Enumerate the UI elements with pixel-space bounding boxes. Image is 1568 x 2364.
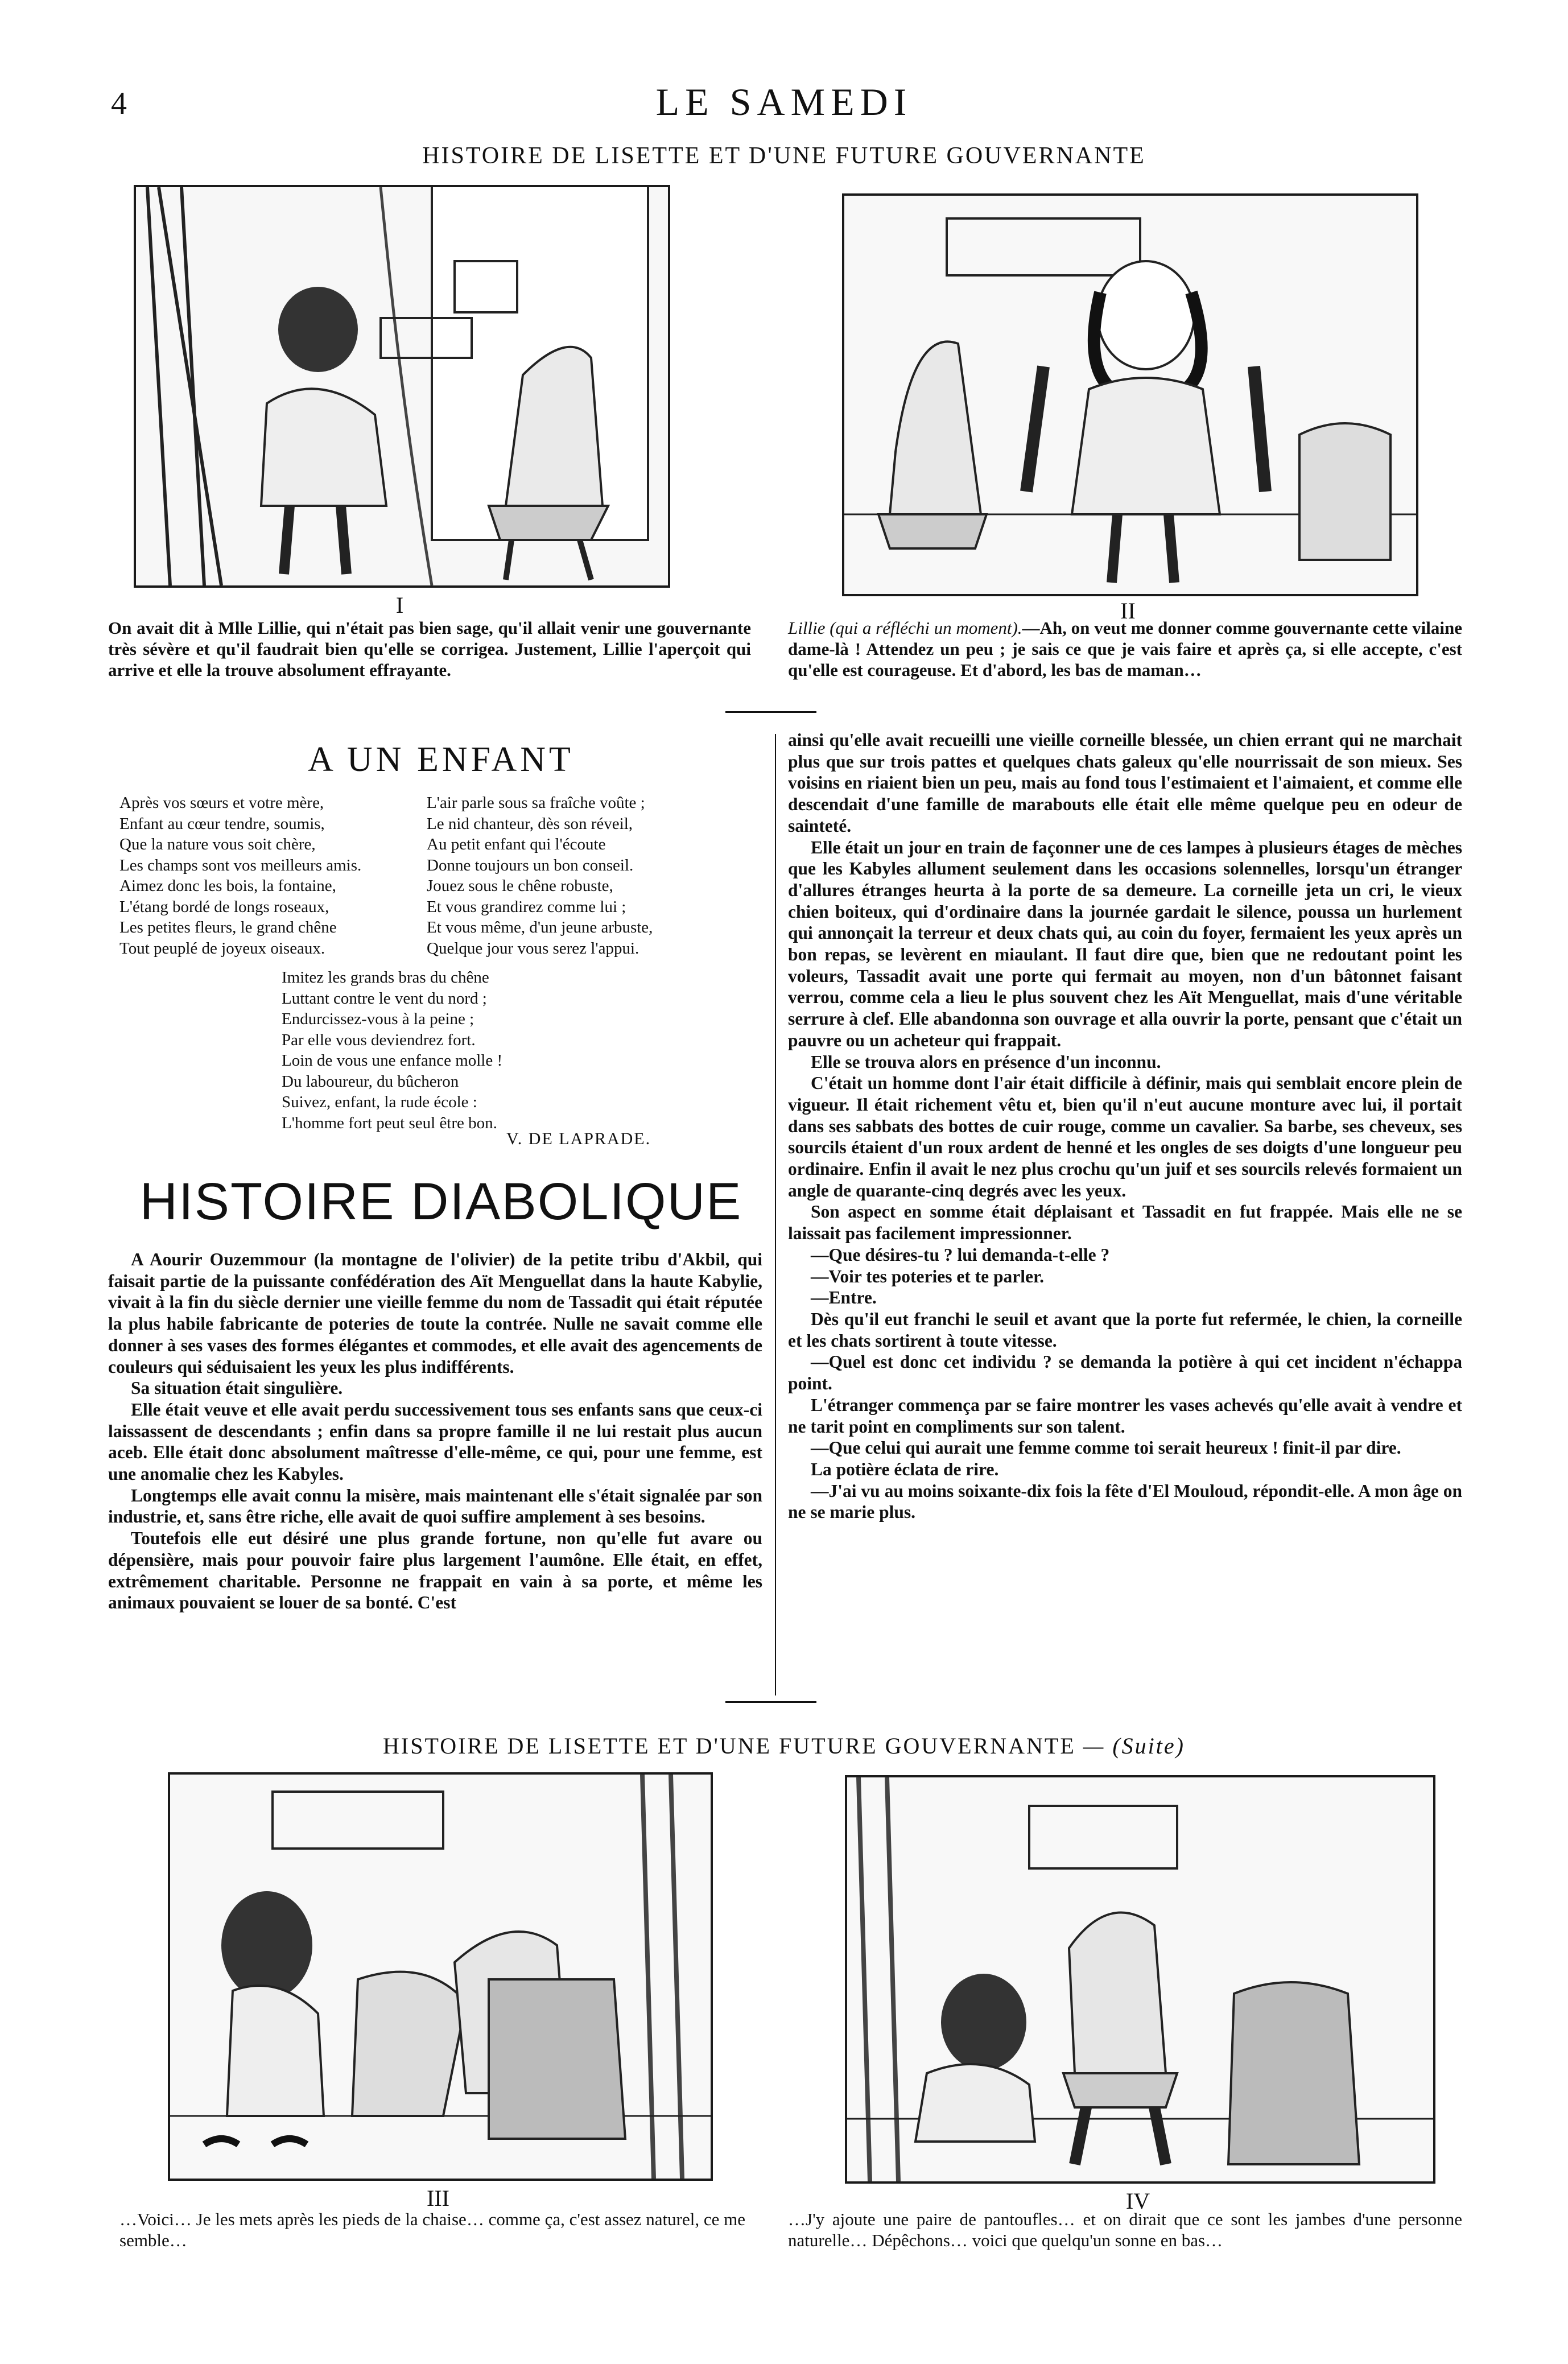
- strip-title-bottom-text: HISTOIRE DE LISETTE ET D'UNE FUTURE GOUVERNANTE: [383, 1733, 1076, 1759]
- story-paragraph: —Quel est donc cet individu ? se demanda la potière à qui cet incident n'échappa point.: [788, 1352, 1462, 1394]
- poem-line: Loin de vous une enfance molle !: [282, 1051, 503, 1070]
- girl-peeking-curtain-illustration: [136, 187, 668, 585]
- panel-caption-3: …Voici… Je les mets après les pieds de la chaise… comme ça, c'est assez naturel, ce me semble…: [119, 2209, 745, 2250]
- story-paragraph: Toutefois elle eut désiré une plus grande fortune, non qu'elle fut avare ou dépensière, mais pour pouvoir faire plus largement l'aumône. Elle était, en effet, extrêmement charitable. Personne ne frappait en vain à sa porte, et même les animaux pouvaient se louer de sa bonté. C'est: [108, 1528, 762, 1613]
- panel-caption-4: …J'y ajoute une paire de pantoufles… et on dirait que ce sont les jambes d'une personne naturelle… Dépêchons… voici que quelqu'un sonne en bas…: [788, 2209, 1462, 2250]
- poem-line: L'homme fort peut seul être bon.: [282, 1113, 497, 1132]
- poem-line: Les champs sont vos meilleurs amis.: [119, 856, 362, 874]
- poem-line: Aimez donc les bois, la fontaine,: [119, 877, 336, 895]
- illustration-panel-1: [134, 185, 670, 588]
- strip-title-bottom-suffix: — (Suite): [1083, 1733, 1185, 1759]
- poem-line: Et vous même, d'un jeune arbuste,: [427, 918, 653, 936]
- strip-title-top: HISTOIRE DE LISETTE ET D'UNE FUTURE GOUVERNANTE: [422, 143, 1146, 169]
- panel-caption-2: [788, 617, 1462, 680]
- story-paragraph: Elle était un jour en train de façonner une de ces lampes à plusieurs étages de mèches que les Kabyles allument seulement dans les occasions solennelles, lorsqu'un étranger d'allures étranges heurta à la porte de sa demeure. La corneille jeta un cri, le vieux chien boiteux, qui d'ordinaire dans la journée gardait le silence, poussa un hurlement qui annonçait la terreur et deux chats qui, au coin du foyer, fermaient les yeux après un bon repas, se levèrent en miaulant. Il faut dire que, bien que ne redoutant point les voleurs, Tassadit avait une porte qui fermait au moyen, non d'un bâtonnet faisant verrou, comme cela a lieu le plus souvent chez les Aït Menguellat, mais d'une véritable serrure à clef. Elle abandonna son ouvrage et alla ouvrir la porte, pensant que c'était un pauvre ou un acheteur qui frappait.: [788, 837, 1462, 1050]
- story-paragraph: A Aourir Ouzemmour (la montagne de l'olivier) de la petite tribu d'Akbil, qui faisait partie de la puissante confédération des Aït Menguellat dans la haute Kabylie, vivait à la fin du siècle dernier une vieille femme du nom de Tassadit qui était réputée la plus habile fabricante de poteries de toute la contrée. Nulle ne savait comme elle donner à ses vases des formes élégantes et commodes, et elle avait des agencements de couleurs qui séduisaient les yeux les plus indifférents.: [108, 1249, 762, 1377]
- poem-right-stanza: [427, 793, 653, 959]
- page-number: 4: [111, 86, 127, 121]
- masthead: LE SAMEDI: [655, 80, 913, 123]
- story-paragraph: Son aspect en somme était déplaisant et Tassadit en fut frappée. Mais elle ne se laissait pas facilement impressionner.: [788, 1202, 1462, 1244]
- column-rule: [775, 734, 776, 1695]
- illustration-panel-2: [842, 193, 1418, 596]
- story-paragraph: La potière éclata de rire.: [811, 1459, 999, 1479]
- poem-line: Les petites fleurs, le grand chêne: [119, 918, 337, 936]
- story-paragraph: L'étranger commença par se faire montrer les vases achevés qu'elle avait à vendre et ne tarit point en compliments sur son talent.: [788, 1395, 1462, 1437]
- strip-title-bottom: [0, 1732, 1568, 1759]
- poem-line: Du laboureur, du bûcheron: [282, 1072, 459, 1091]
- girl-dressing-chair-illustration: [170, 1775, 711, 2179]
- story-right-column: [788, 729, 1462, 1523]
- story-paragraph: —Voir tes poteries et te parler.: [811, 1266, 1044, 1286]
- story-paragraph: —Que désires-tu ? lui demanda-t-elle ?: [811, 1244, 1110, 1265]
- story-paragraph: Elle se trouva alors en présence d'un inconnu.: [811, 1051, 1161, 1072]
- poem-line: Le nid chanteur, dès son réveil,: [427, 814, 633, 833]
- panel-numeral-3: III: [427, 2185, 449, 2211]
- poem-line: L'étang bordé de longs roseaux,: [119, 897, 329, 916]
- story-paragraph: —J'ai vu au moins soixante-dix fois la fête d'El Mouloud, répondit-elle. A mon âge on ne se marie plus.: [788, 1480, 1462, 1523]
- poem-line: Suivez, enfant, la rude école :: [282, 1093, 477, 1111]
- section-divider-bottom: [725, 1701, 816, 1703]
- panel-caption-2-italic: Lillie (qui a réfléchi un moment).: [788, 618, 1022, 638]
- panel-numeral-2: II: [1120, 598, 1136, 624]
- poem-line: Tout peuplé de joyeux oiseaux.: [119, 939, 325, 958]
- story-paragraph: C'était un homme dont l'air était difficile à définir, mais qui semblait encore plein de vigueur. Il était richement vêtu et, bien qu'il n'eut aucune monture avec lui, il portait dans ses sabbats des bottes de cuir rouge, comme un cavalier. Sa barbe, ses cheveux, ses sourcils étaient d'un roux ardent de henné et les ongles de ses doigts d'une longueur peu ordinaire. Enfin il avait le nez plus crochu qu'un juif et ses sourcils relevés formaient un angle de quarante-cinq degrés avec les yeux.: [788, 1073, 1462, 1200]
- story-paragraph: ainsi qu'elle avait recueilli une vieille corneille blessée, un chien errant qui ne marchait plus que sur trois pattes et quelques chats galeux qu'elle nourrissait de son mieux. Ses voisins en riaient bien un peu, mais au fond tous l'estimaient et l'aimaient, et comme elle descendait d'une famille de marabouts elle était elle même quelque peu en odeur de sainteté.: [788, 730, 1462, 836]
- story-left-column: [108, 1249, 762, 1614]
- poem-line: Endurcissez-vous à la peine ;: [282, 1010, 474, 1028]
- girl-holding-stockings-illustration: [844, 196, 1416, 594]
- poem-center-stanza: [282, 967, 502, 1133]
- poem-line: Au petit enfant qui l'écoute: [427, 835, 606, 853]
- illustration-panel-3: [168, 1772, 713, 2181]
- story-paragraph: Dès qu'il eut franchi le seuil et avant que la porte fut refermée, le chien, la corneille et les chats sortirent à toute vitesse.: [788, 1309, 1462, 1351]
- illustration-panel-4: [845, 1775, 1435, 2184]
- poem-line: Enfant au cœur tendre, soumis,: [119, 814, 325, 833]
- story-title: HISTOIRE DIABOLIQUE: [139, 1173, 742, 1231]
- poem-line: Jouez sous le chêne robuste,: [427, 877, 613, 895]
- panel-numeral-4: IV: [1125, 2188, 1150, 2214]
- poem-line: Que la nature vous soit chère,: [119, 835, 316, 853]
- poem-line: Imitez les grands bras du chêne: [282, 968, 489, 987]
- poem-line: Après vos sœurs et votre mère,: [119, 794, 324, 812]
- poem-line: Quelque jour vous serez l'appui.: [427, 939, 639, 958]
- story-paragraph: —Que celui qui aurait une femme comme toi serait heureux ! finit-il par dire.: [811, 1438, 1401, 1458]
- story-paragraph: —Entre.: [811, 1288, 877, 1308]
- poem-line: Et vous grandirez comme lui ;: [427, 897, 626, 916]
- story-paragraph: Longtemps elle avait connu la misère, mais maintenant elle s'était signalée par son industrie, et, sans être riche, elle avait de quoi suffire amplement à ses besoins.: [108, 1485, 762, 1527]
- poem-line: L'air parle sous sa fraîche voûte ;: [427, 794, 645, 812]
- panel-numeral-1: I: [395, 592, 404, 618]
- story-paragraph: Elle était veuve et elle avait perdu successivement tous ses enfants sans que ceux-ci laissassent de descendants ; enfin dans sa propre famille il ne lui restait plus aucun aceb. Elle était donc absolument maîtresse d'elle-même, ce qui, pour une femme, est une anomalie chez les Kabyles.: [108, 1399, 762, 1484]
- poem-line: Donne toujours un bon conseil.: [427, 856, 634, 874]
- section-divider: [725, 711, 816, 713]
- poem-line: Luttant contre le vent du nord ;: [282, 989, 487, 1008]
- poem-left-stanza: [119, 793, 361, 959]
- story-paragraph: Sa situation était singulière.: [131, 1378, 343, 1398]
- poem-line: Par elle vous deviendrez fort.: [282, 1030, 476, 1049]
- panel-caption-1: On avait dit à Mlle Lillie, qui n'était pas bien sage, qu'il allait venir une gouvernante très sévère et qu'il faudrait bien qu'elle se corrigea. Justement, Lillie l'aperçoit qui arrive et elle la trouve absolument effrayante.: [108, 618, 751, 680]
- panel-caption-2-text: —Ah, on veut me donner comme gouvernante cette vilaine dame-là ! Attendez un peu ; je sais ce que je vais faire et après ça, si elle accepte, c'est qu'elle est courageuse. Et d'abord, les bas de maman…: [788, 618, 1463, 680]
- poem-author: V. DE LAPRADE.: [506, 1129, 651, 1148]
- poem-title: A UN ENFANT: [308, 740, 574, 779]
- girl-placing-slippers-illustration: [847, 1777, 1433, 2181]
